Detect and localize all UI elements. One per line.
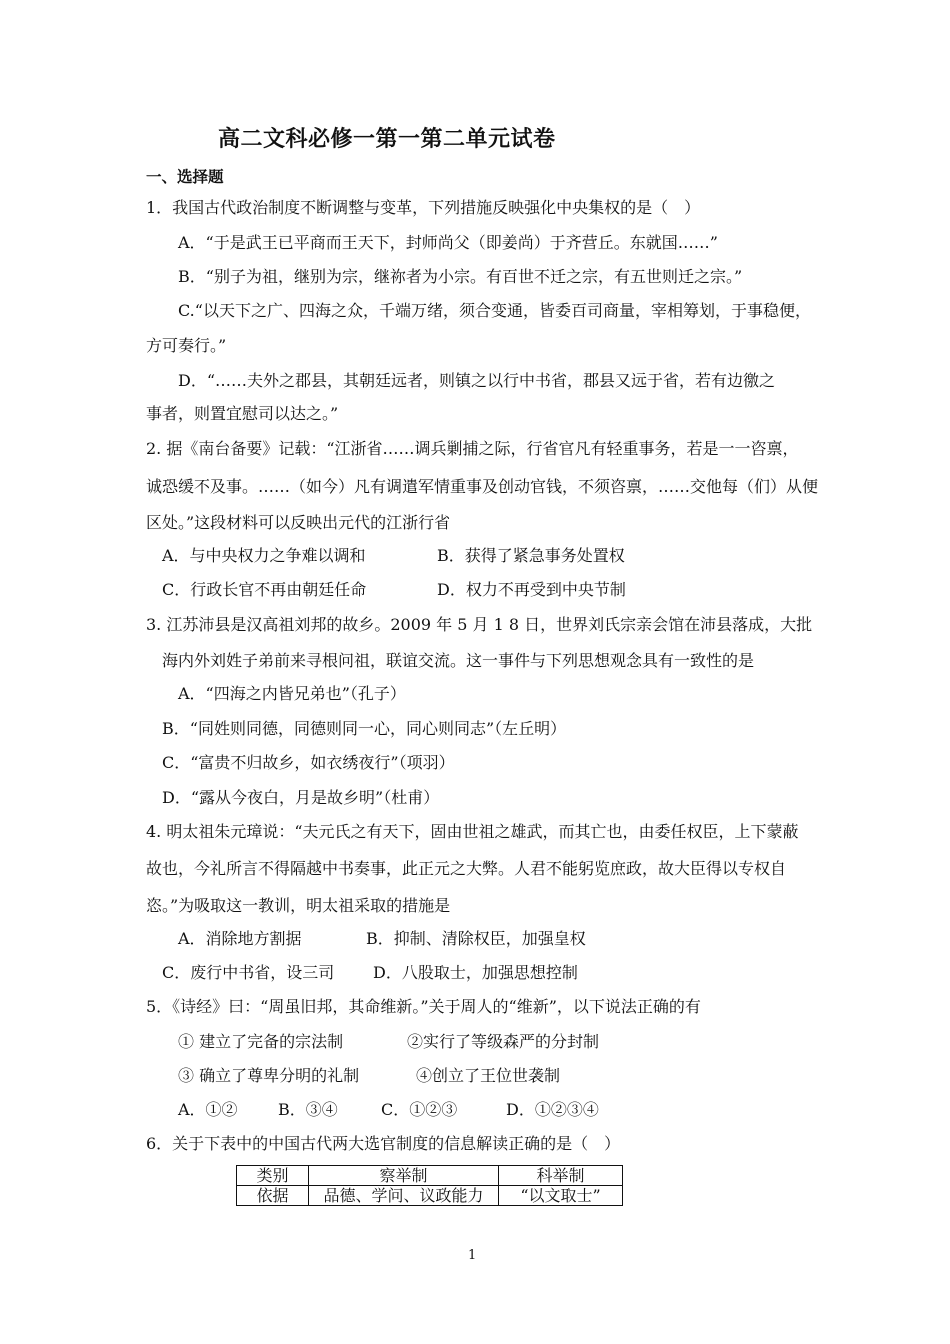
question-6-stem: 6．关于下表中的中国古代两大选官制度的信息解读正确的是（ ） bbox=[146, 1134, 621, 1153]
question-1-option-c: C.“以天下之广、四海之众，千端万绪，须合变通，皆委百司商量，宰相筹划，于事稳便， bbox=[178, 301, 811, 320]
question-2-stem-cont: 诚恐缓不及事。……（如今）凡有调遣军情重事及创动官钱，不须咨禀，……交他每（们）从便 bbox=[146, 477, 819, 496]
question-3-option-b: B．“同姓则同德，同德则同一心，同心则同志”（左丘明） bbox=[162, 719, 567, 738]
question-5-item-2: ②实行了等级森严的分封制 bbox=[407, 1032, 600, 1051]
table-cell: 察举制 bbox=[309, 1166, 499, 1186]
question-2-option-b: B．获得了紧急事务处置权 bbox=[437, 546, 625, 565]
question-1-option-c-cont: 方可奏行。” bbox=[146, 336, 227, 355]
table-cell: “以文取士” bbox=[499, 1186, 623, 1206]
question-5-item-4: ④创立了王位世袭制 bbox=[416, 1066, 561, 1085]
question-1-stem: 1．我国古代政治制度不断调整与变革，下列措施反映强化中央集权的是（ ） bbox=[146, 198, 701, 217]
question-2-stem: 2. 据《南台备要》记载：“江浙省……调兵剿捕之际，行省官凡有轻重事务，若是一一咨禀， bbox=[146, 439, 799, 458]
question-5-option-a: A．①② bbox=[178, 1100, 238, 1119]
selection-system-table bbox=[236, 1165, 623, 1206]
question-1-option-b: B．“别子为祖，继别为宗，继祢者为小宗。有百世不迁之宗，有五世则迁之宗。” bbox=[178, 267, 743, 286]
question-4-option-d: D．八股取士，加强思想控制 bbox=[373, 963, 578, 982]
question-2-option-d: D．权力不再受到中央节制 bbox=[437, 580, 626, 599]
question-5-option-c: C．①②③ bbox=[381, 1100, 458, 1119]
question-3-option-c: C．“富贵不归故乡，如衣绣夜行”（项羽） bbox=[162, 753, 455, 772]
table-cell: 科举制 bbox=[499, 1166, 623, 1186]
table-row bbox=[237, 1166, 623, 1186]
section-heading: 一、选择题 bbox=[146, 167, 224, 186]
table-cell: 品德、学问、议政能力 bbox=[309, 1186, 499, 1206]
question-3-stem: 3. 江苏沛县是汉高祖刘邦的故乡。2009 年 5 月 1 8 日，世界刘氏宗亲会馆在沛县落成，大批 bbox=[146, 615, 813, 634]
table-cell: 类别 bbox=[237, 1166, 309, 1186]
question-5-item-3: ③ 确立了尊卑分明的礼制 bbox=[178, 1066, 360, 1085]
question-4-stem: 4. 明太祖朱元璋说：“夫元氏之有天下，固由世祖之雄武，而其亡也，由委任权臣，上下蒙蔽 bbox=[146, 822, 799, 841]
page-title: 高二文科必修一第一第二单元试卷 bbox=[218, 126, 556, 152]
question-2-option-c: C．行政长官不再由朝廷任命 bbox=[162, 580, 367, 599]
question-2-stem-cont: 区处。”这段材料可以反映出元代的江浙行省 bbox=[146, 513, 451, 532]
question-4-stem-cont: 故也，今礼所言不得隔越中书奏事，此正元之大弊。人君不能躬览庶政，故大臣得以专权自 bbox=[146, 859, 787, 878]
question-5-option-d: D．①②③④ bbox=[506, 1100, 599, 1119]
table-cell: 依据 bbox=[237, 1186, 309, 1206]
question-5-item-1: ① 建立了完备的宗法制 bbox=[178, 1032, 344, 1051]
question-3-stem-cont: 海内外刘姓子弟前来寻根问祖，联谊交流。这一事件与下列思想观念具有一致性的是 bbox=[162, 651, 755, 670]
question-4-option-c: C．废行中书省，设三司 bbox=[162, 963, 335, 982]
question-2-option-a: A．与中央权力之争难以调和 bbox=[162, 546, 366, 565]
question-1-option-d-cont: 事者，则置宜慰司以达之。” bbox=[146, 404, 339, 423]
table-row bbox=[237, 1186, 623, 1206]
question-4-option-a: A．消除地方割据 bbox=[178, 929, 302, 948]
question-1-option-a: A．“于是武王已平商而王天下，封师尚父（即姜尚）于齐营丘。东就国……” bbox=[178, 233, 718, 252]
question-5-option-b: B．③④ bbox=[278, 1100, 338, 1119]
question-4-stem-cont: 恣。”为吸取这一教训，明太祖采取的措施是 bbox=[146, 896, 451, 915]
question-5-stem: 5．《诗经》曰：“周虽旧邦，其命维新。”关于周人的“维新”，以下说法正确的有 bbox=[146, 997, 701, 1016]
question-4-option-b: B．抑制、清除权臣，加强皇权 bbox=[366, 929, 586, 948]
question-3-option-d: D．“露从今夜白，月是故乡明”（杜甫） bbox=[162, 788, 440, 807]
question-3-option-a: A．“四海之内皆兄弟也”（孔子） bbox=[178, 684, 406, 703]
question-1-option-d: D．“……夫外之郡县，其朝廷远者，则镇之以行中书省，郡县又远于省，若有边徼之 bbox=[178, 371, 776, 390]
page-number: 1 bbox=[468, 1248, 477, 1263]
